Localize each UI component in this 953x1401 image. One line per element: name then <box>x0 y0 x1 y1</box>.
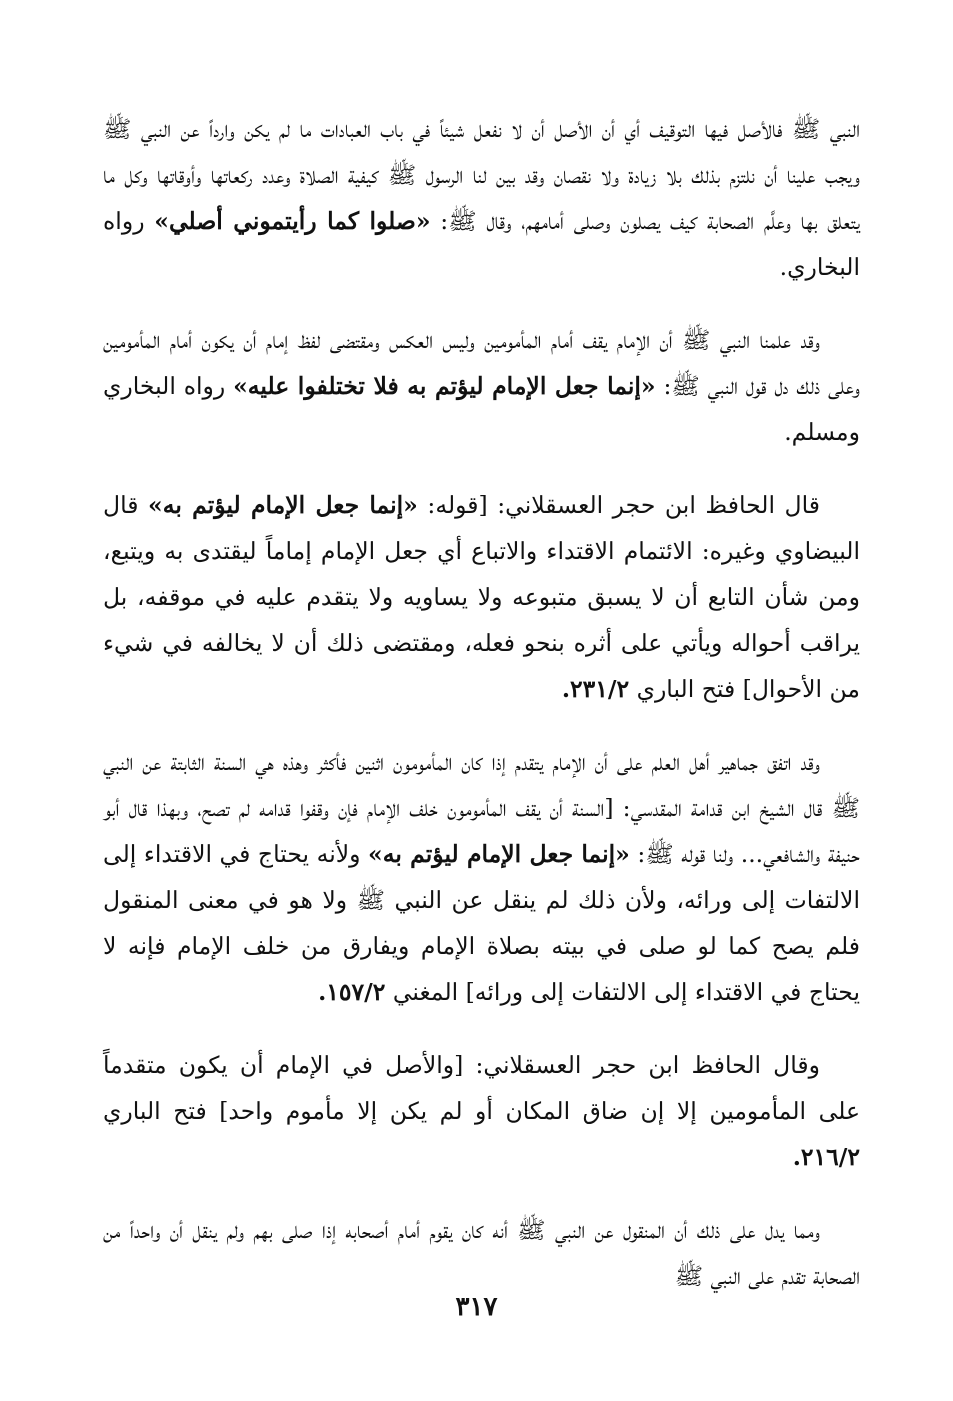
text-run: رواه البخاري ومسلم. <box>103 372 860 446</box>
hadith-quote: «إنما جعل الإمام ليؤتم به» <box>368 840 630 868</box>
text-run: وقال الحافظ ابن حجر العسقلاني: [والأصل في الإمام أن يكون متقدماً على المأمومين إلا إن ضاق المكان أو لم يكن إلا مأموم واحد] فتح الباري <box>103 1051 860 1125</box>
paragraph-2 <box>103 317 860 455</box>
text-run: ولأنه يحتاج في الاقتداء إلى الالتفات إلى ورائه، ولأن ذلك لم ينقل عن النبي ﷺ ولا هو في معنى المنقول فلم يصح كما لو صلى في بيته بصلاة الإمام ويفارق من خلف الإمام فإنه لا يحتاج في الاقتداء إلى الالتفات إلى ورائه] المغني <box>103 840 860 1006</box>
text-run: وقد علمنا النبي ﷺ أن الإمام يقف أمام المأمومين وليس العكس ومقتضى لفظ إمام أن يكون أمام المأمومين وعلى ذلك دل قول النبي ﷺ: <box>103 326 860 400</box>
reference-number: ٢٣١/٢. <box>561 675 630 703</box>
paragraph-3 <box>103 482 860 712</box>
hadith-quote: «صلوا كما رأيتموني أصلي» <box>154 207 431 235</box>
paragraph-1 <box>103 106 860 290</box>
hadith-quote: «إنما جعل الإمام ليؤتم به فلا تختلفوا عليه» <box>233 372 656 400</box>
text-run: رواه البخاري. <box>103 207 860 281</box>
paragraph-4 <box>103 739 860 1015</box>
reference-number: ٢١٦/٢. <box>792 1143 860 1171</box>
paragraph-6 <box>103 1207 860 1299</box>
text-run: النبي ﷺ فالأصل فيها التوقيف أي أن الأصل أن لا نفعل شيئاً في باب العبادات ما لم يكن وارداً عن النبي ﷺ ويجب علينا أن نلتزم بذلك بلا زيادة ولا نقصان وقد بين لنا الرسول ﷺ كيفية الصلاة وعدد ركعاتها وأوقاتها وكل ما يتعلق بها وعلَّم الصحابة كيف يصلون وصلى أمامهم، وقال ﷺ: <box>103 115 860 235</box>
hadith-quote: «إنما جعل الإمام ليؤتم به» <box>148 491 418 519</box>
page-body <box>103 106 860 1326</box>
paragraph-5 <box>103 1042 860 1180</box>
page-number: ٣١٧ <box>455 1292 498 1322</box>
reference-number: ١٥٧/٢. <box>318 978 386 1006</box>
text-run: ومما يدل على ذلك أن المنقول عن النبي ﷺ أنه كان يقوم أمام أصحابه إذا صلى بهم ولم ينقل أن واحداً من الصحابة تقدم على النبي ﷺ <box>103 1216 860 1290</box>
text-run: قال البيضاوي وغيره: الائتمام الاقتداء والاتباع أي جعل الإمام إماماً ليقتدى به ويتبع، ومن شأن التابع أن لا يسبق متبوعه ولا يساويه ولا يتقدم عليه في موقفه، بل يراقب أحواله ويأتي على أثره بنحو فعله، ومقتضى ذلك أن لا يخالفه في شيء من الأحوال] فتح الباري <box>103 491 860 703</box>
text-run: قال الحافظ ابن حجر العسقلاني: [قوله: <box>417 491 820 519</box>
text-run: وقد اتفق جماهير أهل العلم على أن الإمام يتقدم إذا كان المأمومون اثنين فأكثر وهذه هي السنة الثابتة عن النبي ﷺ قال الشيخ ابن قدامة المقدسي: [السنة أن يقف المأمومون خلف الإمام فإن وقفوا قدامه لم تصح، وبهذا قال أبو حنيفة والشافعي... ولنا قوله ﷺ: <box>103 748 860 868</box>
